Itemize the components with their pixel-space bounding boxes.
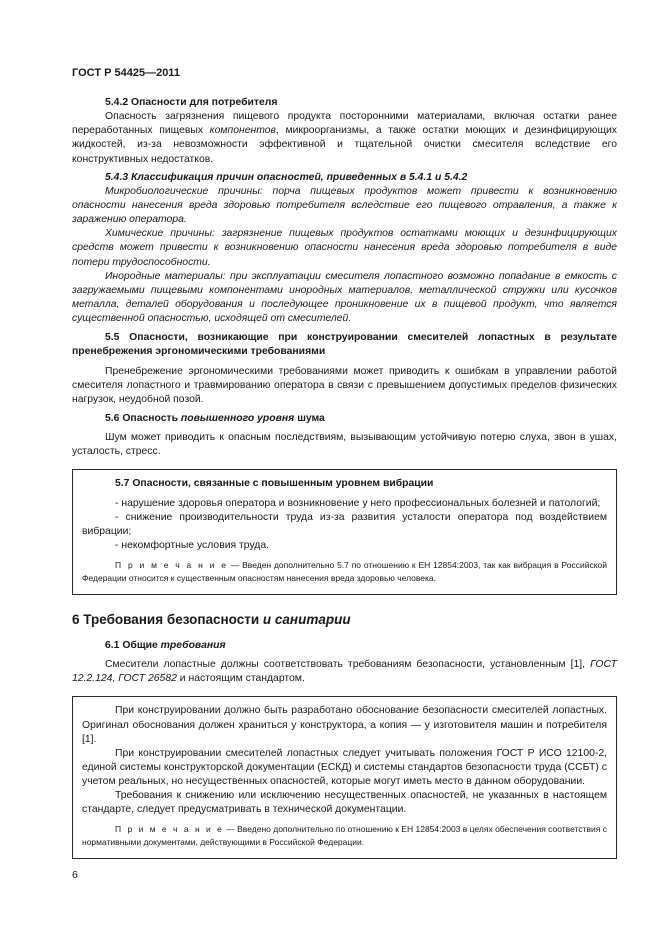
section-5-7-box (72, 469, 617, 594)
list-item: - некомфортные условия труда. (115, 539, 270, 551)
box-paragraph: При конструировании должно быть разработано обоснование безопасности смесителей лопастных. Оригинал обоснования должен храниться у конструктора, а копия — у изготовителя машин и потребителя [1]. (82, 705, 607, 745)
section-5-6-text: Шум может приводить к опасным последствиям, вызывающим устойчивую потерю слуха, звон в ушах, усталость, стресс. (72, 432, 617, 458)
box-paragraph: При конструировании смесителей лопастных следует учитывать положения ГОСТ Р ИСО 12100-2, единой системы конструкторской документации (ЕСКД) и системы стандартов безопасности труда (ССБТ) с учетом реальных, но несущественных опасностей, которые могут иметь место в данном оборудовании. (82, 747, 607, 788)
section-6-1-text: Смесители лопастные должны соответствовать требованиям безопасности, установленным [1], ГОСТ 12.2.124, ГОСТ 26582 и настоящим стандартом. (72, 659, 617, 685)
page-content (72, 92, 617, 859)
box-paragraph: Требования к снижению или исключению несущественных опасностей, не указанных в настоящем стандарте, следует предусматривать в технической документации. (82, 790, 607, 816)
list-item: - снижение производительности труда из-за развития усталости оператора под воздействием вибрации; (82, 511, 607, 537)
section-5-4-3-heading: 5.4.3 Классификация причин опасностей, приведенных в 5.4.1 и 5.4.2 (105, 171, 468, 183)
microbiological-causes: Микробиологические причины: порча пищевых продуктов может привести к возникновению опасности нанесения вреда здоровью потребителя вследствие его пищевого отравления, а также к заражению оператора. (72, 185, 617, 226)
box-note: П р и м е ч а н и е — Введено дополнительно по отношению к ЕН 12854:2003 в целях обеспечения соответствия с нормативными документами, действующими в Российской Федерации. (82, 824, 607, 848)
chemical-causes: Химические причины: загрязнение пищевых продуктов остатками моющих и дезинфицирующих средств может привести к возникновению опасности нанесения вреда здоровью потребителя в виде потери трудоспособности. (72, 228, 617, 268)
section-5-5-text: Пренебрежение эргономическими требованиями может приводить к ошибкам в управлении работой смесителя лопастного и травмированию оператора в связи с превышением допустимых пределов физических нагрузок, неудобной позой. (72, 365, 617, 405)
section-5-7-note: П р и м е ч а н и е — Введен дополнительно 5.7 по отношению к ЕН 12854:2003, так как вибрация в Российской Федерации относится к существенным опасностям нанесения вреда здоровью человека. (82, 560, 607, 583)
safety-justification-box (72, 696, 617, 859)
foreign-materials: Инородные материалы: при эксплуатации смесителя лопастного возможно попадание в емкость с загружаемыми пищевыми компонентами инородных материалов, металлической стружки или кусочков металла, деталей оборудования и последующее проникновение их в пищевой продукт, что является существенной опасностью, исходящей от смесителей. (72, 270, 617, 325)
list-item: - нарушение здоровья оператора и возникновение у него профессиональных болезней и патологий; (115, 497, 601, 509)
section-6-heading: 6 Требования безопасности и санитарии (72, 611, 351, 627)
page-number: 6 (72, 869, 78, 881)
document-header: ГОСТ Р 54425—2011 (72, 67, 180, 79)
section-5-7-heading: 5.7 Опасности, связанные с повышенным уровнем вибрации (115, 478, 434, 490)
section-6-1-heading: 6.1 Общие требования (105, 639, 226, 651)
section-5-4-2-heading: 5.4.2 Опасности для потребителя (105, 97, 278, 108)
section-5-4-2-text: Опасность загрязнения пищевого продукта посторонними материалами, включая остатки ранее переработанных пищевых компонентов, микроорганизмы, а также остатки моющих и дезинфицирующих жидкостей, из-за невозможности эффективной и тщательной очистки смесителя вследствие его конструктивных недостатков. (72, 111, 617, 165)
section-5-6-heading: 5.6 Опасность повышенного уровня шума (105, 412, 325, 424)
section-5-5-heading: 5.5 Опасности, возникающие при конструировании смесителей лопастных в результате пренебрежения эргономическими требованиями (72, 332, 617, 358)
